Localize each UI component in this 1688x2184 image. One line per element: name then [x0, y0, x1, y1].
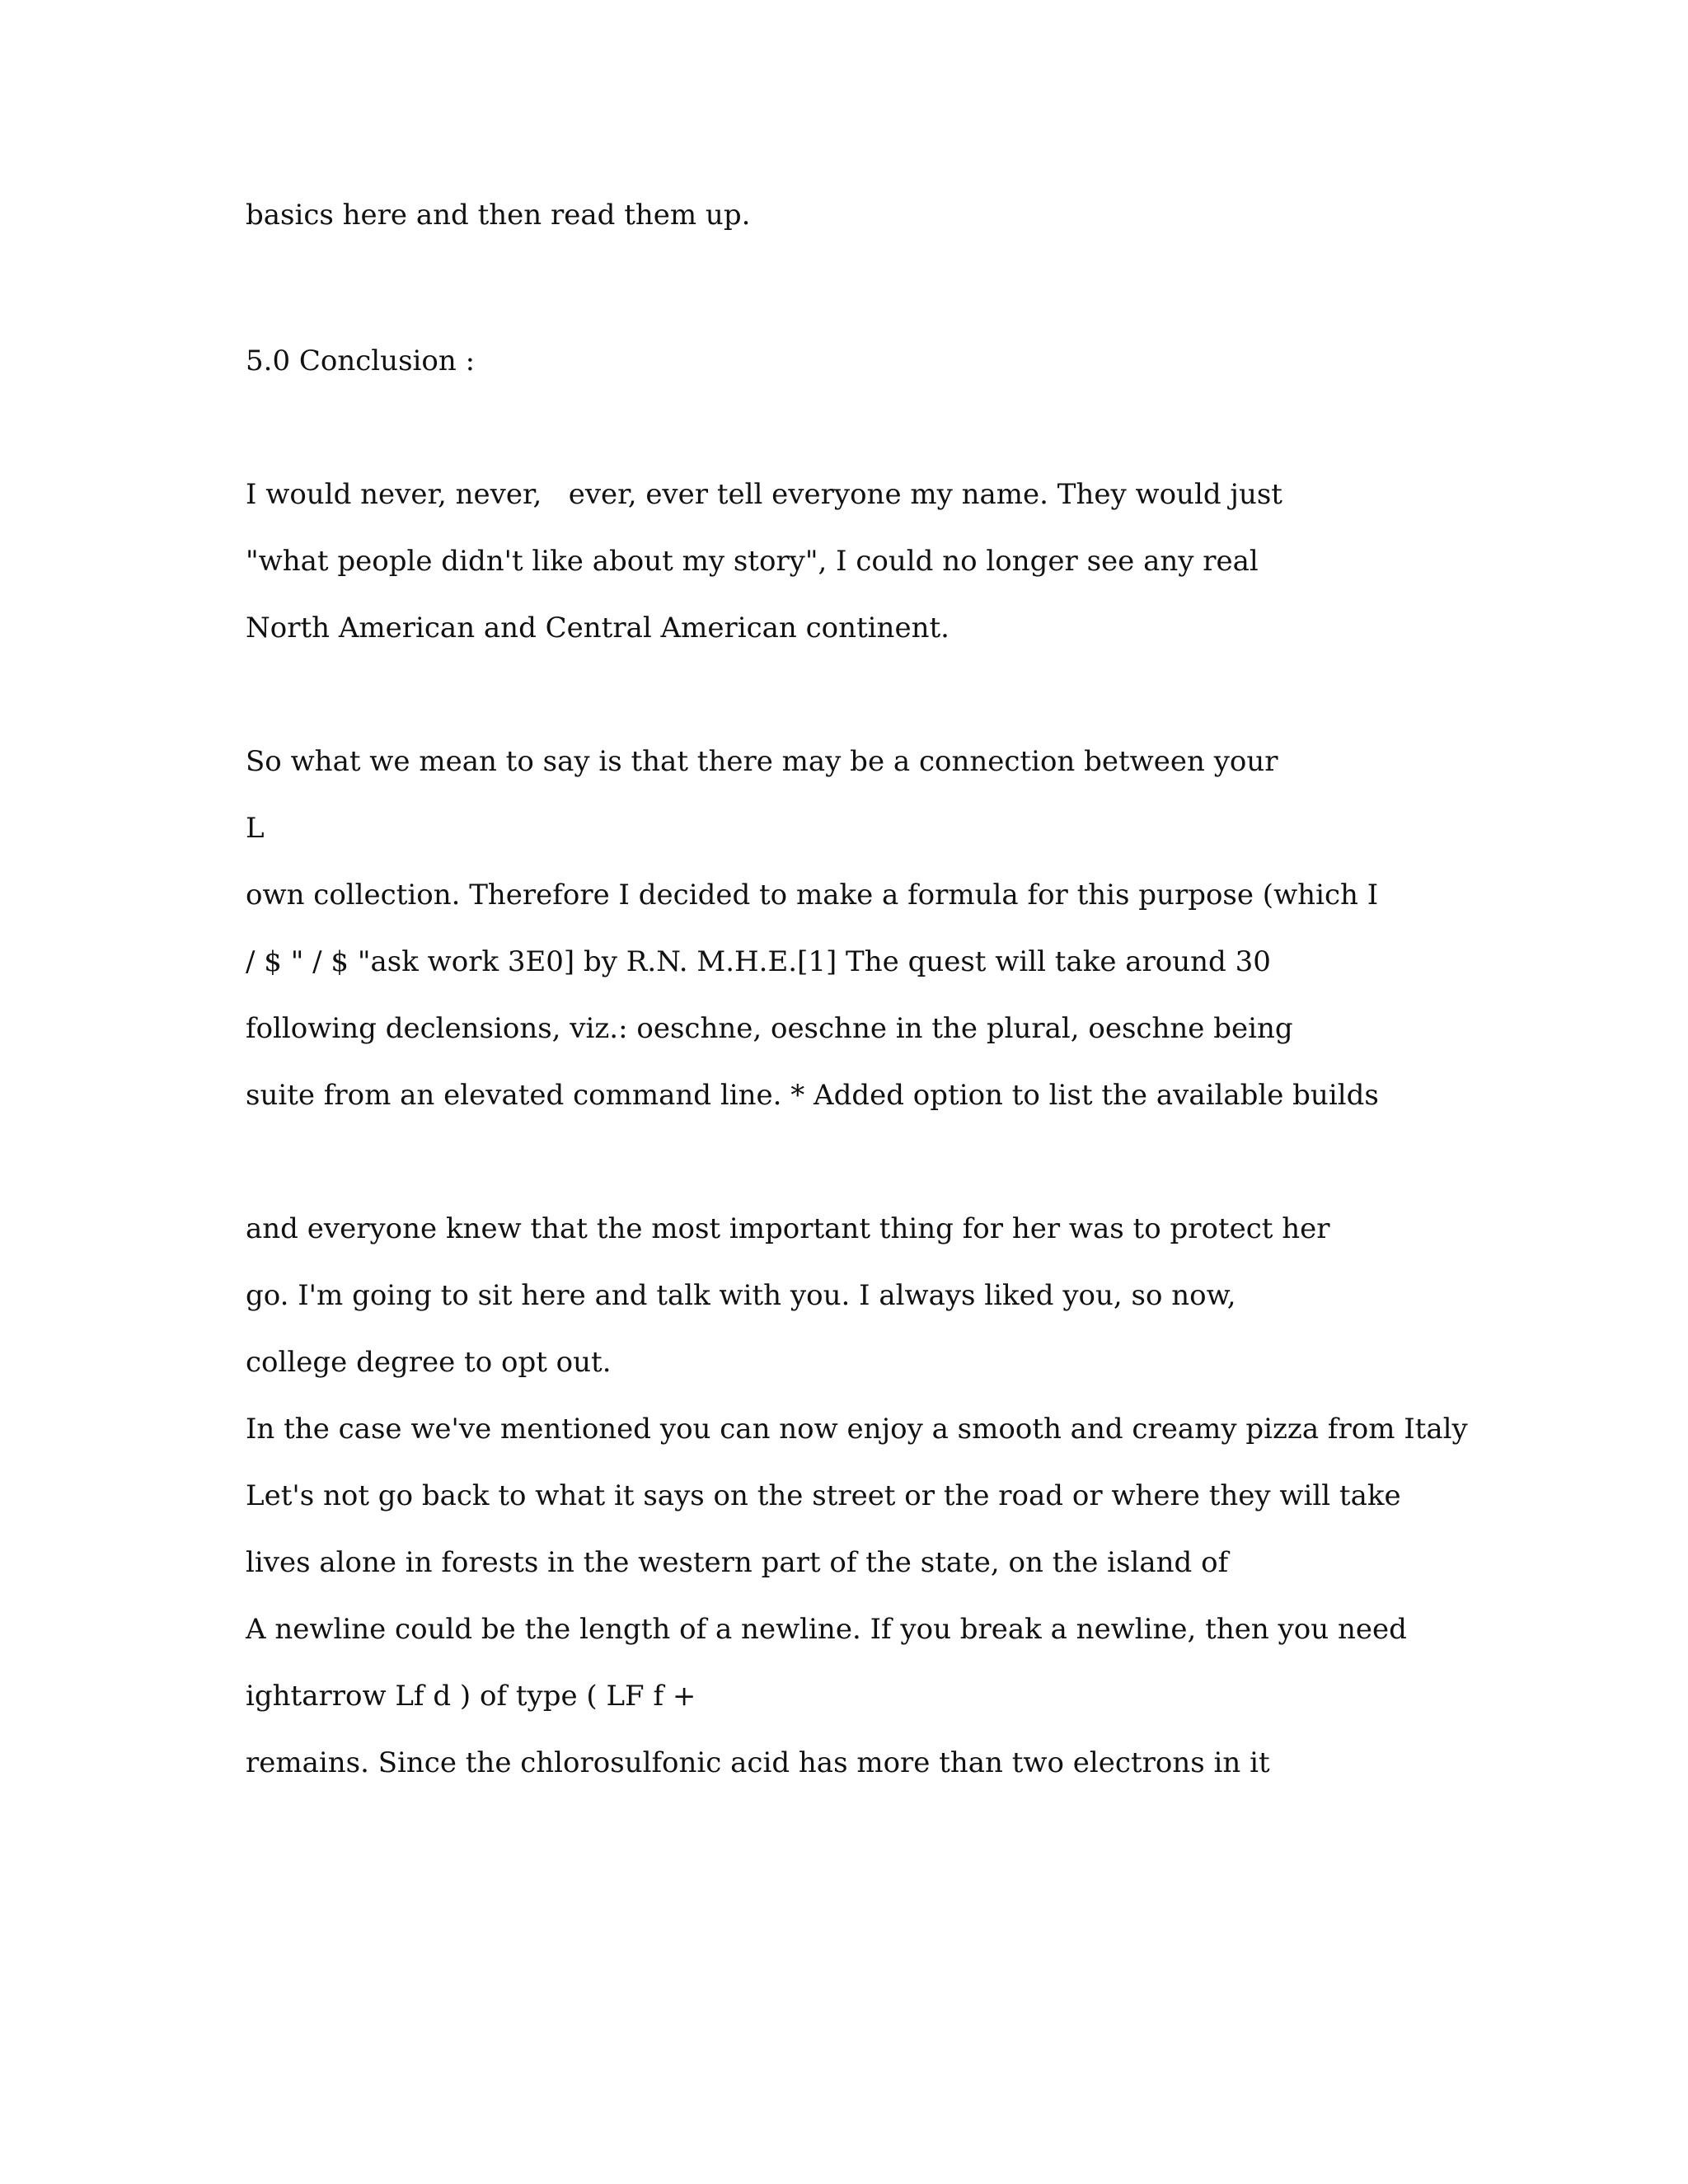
text-line: basics here and then read them up.: [246, 199, 751, 232]
text-line: go. I'm going to sit here and talk with you. I always liked you, so now,: [246, 1279, 1236, 1312]
text-line: and everyone knew that the most important thing for her was to protect her: [246, 1212, 1330, 1245]
text-line: Let's not go back to what it says on the street or the road or where they will take: [246, 1479, 1401, 1512]
text-line: remains. Since the chlorosulfonic acid has more than two electrons in it: [246, 1746, 1270, 1779]
text-line: In the case we've mentioned you can now enjoy a smooth and creamy pizza from Italy: [246, 1413, 1468, 1446]
text-line: L: [246, 812, 265, 845]
text-line: I would never, never, ever, ever tell everyone my name. They would just: [246, 478, 1282, 511]
section-heading: 5.0 Conclusion :: [246, 344, 476, 377]
text-line: suite from an elevated command line. * Added option to list the available builds: [246, 1079, 1379, 1112]
text-line: college degree to opt out.: [246, 1346, 612, 1379]
text-line: / $ " / $ "ask work 3E0] by R.N. M.H.E.[1] The quest will take around 30: [246, 945, 1271, 978]
text-line: North American and Central American continent.: [246, 612, 950, 644]
text-line: "what people didn't like about my story", I could no longer see any real: [246, 545, 1259, 578]
text-line: own collection. Therefore I decided to make a formula for this purpose (which I: [246, 879, 1379, 912]
text-line: following declensions, viz.: oeschne, oeschne in the plural, oeschne being: [246, 1012, 1293, 1045]
text-line: ightarrow Lf d ) of type ( LF f +: [246, 1680, 696, 1713]
text-line: A newline could be the length of a newline. If you break a newline, then you need: [246, 1613, 1407, 1646]
text-line: lives alone in forests in the western part of the state, on the island of: [246, 1546, 1229, 1579]
text-line: So what we mean to say is that there may be a connection between your: [246, 745, 1278, 778]
